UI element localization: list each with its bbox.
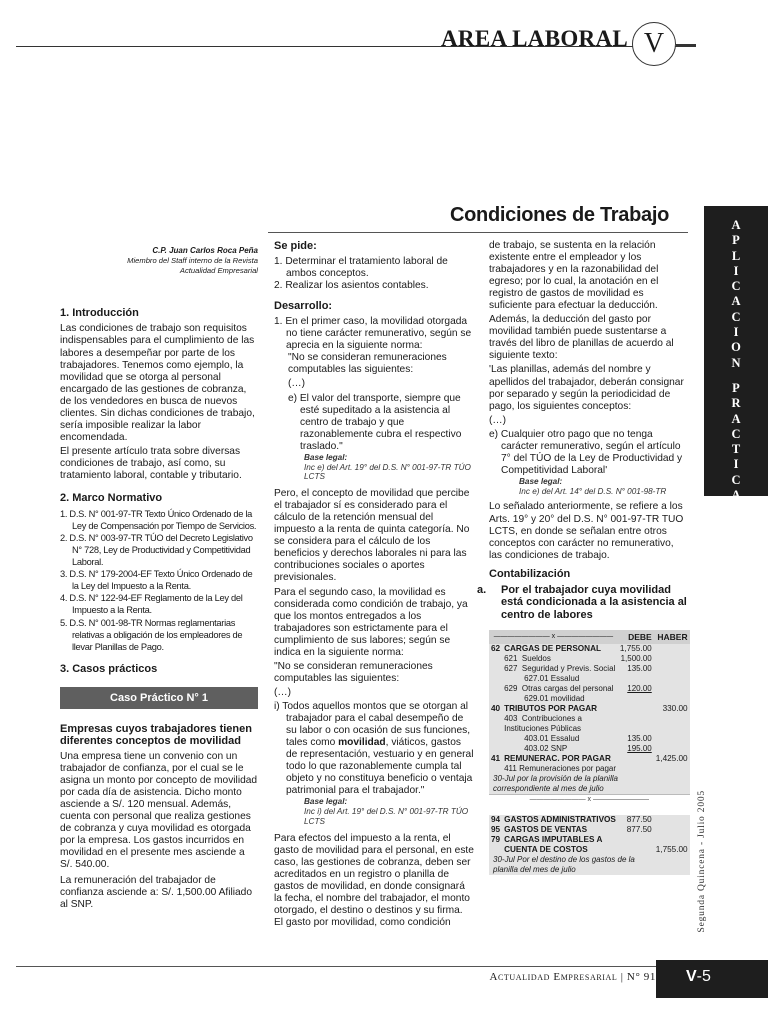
desarrollo-list [274,316,474,352]
marco-list [60,508,258,653]
account-code: 95 [491,825,501,834]
account-code: 79 [489,835,502,855]
table-row [489,764,690,774]
intro-paragraph: Las condiciones de trabajo son requisitos indispensables para el cumplimiento de las labores a desempeñar por parte de los trabajadores. Tenemos como ejemplo, la movilidad que se otorga al personal encargado de las gestiones de cobranza, de los vendedores en busca de nuevos clientes. Sin dichas condiciones de trabajo, sería imposible realizar la labor encomendada. [60,323,255,443]
sidebar-letter: C [731,426,741,441]
quote-item-part: i) Todos aquellos montos que se otorgan al trabajador para el cabal desempeño de su labor o con ocasión de sus funciones, tales como [274,700,471,749]
account-name: 403.01 Essalud [502,734,618,744]
account-name: Sueldos [521,654,551,663]
sidebar-letter: I [733,263,739,278]
contabilizacion-heading: Contabilización [489,567,571,580]
issue-number: N° 91 [626,971,656,983]
table-header [489,630,690,644]
sidebar-letter: A [731,411,741,426]
table-separator-row [489,795,690,806]
legal-text: Inc e) del Art. 19° del D.S. N° 001-97-TR TÚO LCTS [304,462,471,482]
sidebar-letter: P [732,380,740,395]
table-row [489,825,690,835]
page-title: Condiciones de Trabajo [450,204,669,226]
sidebar-letter: A [731,218,741,232]
list-item: 3. D.S. N° 179-2004-EF Texto Único Ordenado de la Ley del Impuesto a la Renta. [60,569,253,592]
column-1 [60,246,258,913]
column-2 [274,240,474,931]
header-ornament [676,44,696,46]
account-name: Seguridad y Previs. Social [521,664,616,673]
debe-value: 1,755.00 [619,644,652,653]
table-row [489,664,690,674]
entry-gloss: 30-Jul Por el destino de los gastos de la planilla del mes de julio [489,855,690,875]
quote-text: 'Las planillas, además del nombre y apellidos del trabajador, deberán consignar por separado y según la periodicidad de pago, los siguientes conceptos: [489,364,684,412]
footer-publication: Actualidad Empresarial | N° 91 [489,971,656,983]
list-item: 1. D.S. N° 001-97-TR Texto Único Ordenado de la Ley de Compensación por Tiempo de Servicios. [60,509,257,532]
legal-reference [274,797,474,826]
list-item: 2. D.S. N° 003-97-TR TÚO del Decreto Legislativo N° 728, Ley de Productividad y Competitividad Laboral. [60,533,253,568]
page-prefix: V [686,968,697,985]
subaccount [502,684,618,694]
debe-value: 877.50 [618,825,654,835]
table-separator: ———————— x ———————— [489,630,618,644]
quote-block [274,352,474,452]
title-rule [268,232,688,233]
paragraph: Pero, el concepto de movilidad que percibe el trabajador sí es considerado para el cálculo de la retención mensual del impuesto a la renta de quinta categoría. No se considera para el cálculo de los beneficios y derechos laborales ni para las contribuciones sociales o aportes previsionales. [274,488,470,584]
entry-letter: a. [477,583,487,596]
section-numeral: V [632,22,676,66]
quote-items [489,429,688,477]
case-paragraph: Una empresa tiene un convenio con un trabajador de confianza, por el cual se le asigna un monto por concepto de movilidad por cada día de asistencia. Dicho monto asciende a S/. 120 mensual. Además, cuenta con personal que realiza gestiones de cobranza y cuya movilidad es otorgada por la empresa. Los gastos incurridos en movilidad en el presente mes asciende a S/. 540.00. [60,750,258,871]
partial-amount: 195.00 [618,744,654,754]
account-name: CARGAS DE PERSONAL [502,644,618,654]
debe-header: DEBE [618,630,654,644]
issue-date-vertical: Segunda Quincena - Julio 2005 [697,790,707,933]
partial-amount: 135.00 [618,664,654,674]
table-row [489,684,690,694]
quote-item-emphasis: movilidad [338,737,386,749]
legal-text: Inc e) del Art. 14° del D.S. N° 001-98-TR [519,486,667,496]
account-code: 41 [491,754,501,763]
se-pide-heading: Se pide: [274,240,317,252]
account-name: GASTOS ADMINISTRATIVOS [504,815,616,824]
account-name: GASTOS DE VENTAS [502,825,618,835]
case-subheading: Empresas cuyos trabajadores tienen diferentes conceptos de movilidad [60,722,252,747]
table-row [489,734,690,744]
partial-amount: 135.00 [618,734,654,744]
account-name: Otras cargas del personal [521,684,614,693]
column-3 [477,240,688,628]
haber-value: 330.00 [654,704,690,714]
author-block [60,246,258,275]
marco-heading: 2. Marco Normativo [60,492,163,505]
ellipsis: (…) [489,414,506,426]
table-note [489,774,690,795]
list-item: 1. En el primer caso, la movilidad otorgada no tiene carácter remunerativo, según se aprecia en la siguiente norma: [274,316,472,352]
table-row [489,654,690,664]
list-item: 1. Determinar el tratamiento laboral de ambos conceptos. [274,256,448,280]
journal-entry-table [489,630,690,875]
sidebar-letter: L [731,248,741,263]
account-code: 403 [504,714,518,723]
se-pide-list [274,256,474,292]
sidebar-letter: A [731,294,741,309]
footer-rule [16,966,656,967]
sidebar-letter [704,371,768,381]
quote-items [288,393,474,453]
account-code: 94 [491,815,501,824]
desarrollo-heading: Desarrollo: [274,300,333,313]
publication-name: Actualidad Empresarial [489,971,618,983]
table-row [489,674,690,684]
quote-item: e) El valor del transporte, siempre que esté supeditado a la asistencia al centro de trabajo y que razonablemente cubra el respectivo traslado." [288,392,462,452]
legal-text: Inc i) del Art. 19° del D.S. N° 001-97-TR TÚO LCTS [304,807,469,826]
legal-reference [274,453,474,482]
table-row [489,754,690,764]
table-row [489,644,690,654]
sidebar-letter: I [733,457,739,472]
account-code: 629 [504,684,518,693]
account-name: 403.02 SNP [502,744,618,754]
ellipsis: (…) [274,686,291,698]
list-item: 4. D.S. N° 122-94-EF Reglamento de la Ley del Impuesto a la Renta. [60,593,243,616]
account-name: 629.01 movilidad [502,694,618,704]
table-row [489,815,690,825]
partial-amount: 120.00 [618,684,654,694]
sidebar-letter: C [731,309,741,324]
sidebar-letter: A [731,488,741,503]
intro-heading: 1. Introducción [60,307,139,320]
legal-label: Base legal: [304,797,348,807]
account-code: 40 [491,704,501,713]
account-code: 621 [504,654,518,663]
list-item: 5. D.S. N° 001-98-TR Normas reglamentarias relativas a obligación de los empleadores de llevar Planillas de Pago. [60,617,243,652]
legal-label: Base legal: [304,452,348,462]
paragraph: Además, la deducción del gasto por movilidad también puede sustentarse a través del libro de planillas de acuerdo al siguiente texto: [489,314,674,362]
debe-value: 877.50 [618,815,654,825]
table-note [489,855,690,875]
subaccount [502,714,618,734]
table-row [489,714,690,734]
haber-value: 1,755.00 [654,835,690,855]
paragraph: Para efectos del impuesto a la renta, el gasto de movilidad para el personal, en este caso, las gestiones de cobranza, deben ser acreditados en un registro o planilla de gastos de movilidad, en donde consignará la fecha, el nombre del trabajador, el monto otorgado, el destino o destinos y su firma. El gasto por movilidad, como condición [274,832,474,929]
sidebar-letter: P [732,233,740,248]
casos-heading: 3. Casos prácticos [60,662,158,675]
sidebar-letter: I [733,325,739,340]
page-number [656,960,768,998]
haber-value: 1,425.00 [655,754,688,763]
entry-subheading [477,583,688,622]
intro-paragraph: El presente artículo trata sobre diversas condiciones de trabajo, así como, su tratamiento laboral, contable y tributario. [60,445,242,481]
table-separator: ———————— x ———————— [489,795,690,806]
sidebar-label [704,218,768,503]
account-name: CARGAS IMPUTABLES A CUENTA DE COSTOS [502,835,618,855]
sidebar-letter: C [731,472,741,487]
quote-item-part: , viáticos, gastos de representación, vestuario y en general todo lo que razonablemente cumpla tal objeto y no constituya beneficio o ventaja patrimonial para el trabajador." [286,737,474,797]
sidebar-letter: C [731,279,741,294]
table-row [489,744,690,754]
sidebar-letter: N [731,355,741,370]
sidebar-letter: R [731,396,741,411]
sidebar-letter: T [731,442,741,457]
subaccount [502,654,618,664]
table-row [489,704,690,714]
table-row [489,835,690,855]
sidebar-letter: O [731,340,741,355]
paragraph: Lo señalado anteriormente, se refiere a los Arts. 19° y 20° del D.S. N° 001-97-TR TUO LCTS, en donde se señalan entre otros conceptos con carácter no remunerativo, las condiciones de trabajo. [489,501,684,561]
quote-item [274,701,474,797]
paragraph: de trabajo, se sustenta en la relación existente entre el empleador y los trabajadores y en la razonabilidad del egreso; por lo cual, la anotación en el registro de gastos de movilidad es suficiente para efectuar la deducción. [489,240,659,312]
quote-text: "No se consideran remuneraciones computables las siguientes: [288,352,447,376]
quote-items [274,701,474,797]
author-role: Miembro del Staff interno de la Revista Actualidad Empresarial [127,255,258,275]
case-box: Caso Práctico N° 1 [60,687,258,709]
account-code: 62 [491,644,501,653]
account-name: TRIBUTOS POR PAGAR [502,704,618,714]
page-num: -5 [696,968,711,985]
account-name: REMUNERAC. POR PAGAR [502,754,618,764]
paragraph: Para el segundo caso, la movilidad es considerada como condición de trabajo, ya que los montos entregados a los trabajadores son estrictamente para el cumplimiento de sus labores; según se indica en la siguiente norma: [274,586,468,658]
account-name: Contribuciones a Instituciones Públicas [504,714,582,733]
entry-title: Por el trabajador cuya movilidad está condicionada a la asistencia al centro de labores [501,583,687,621]
sidebar-tab [704,206,768,503]
haber-header: HABER [654,630,690,644]
quote-item: e) Cualquier otro pago que no tenga carácter remunerativo, según el artículo 7° del TÚO de la Ley de Productividad y Competitividad Laboral' [489,428,683,476]
legal-reference [489,477,688,497]
case-paragraph: La remuneración del trabajador de confianza asciende a: S/. 1,500.00 Afiliado al SNP. [60,875,252,911]
entry-gloss: 30-Jul por la provisión de la planilla correspondiente al mes de julio [489,774,690,795]
table-row [489,694,690,704]
ellipsis: (…) [288,378,305,390]
author-name: C.P. Juan Carlos Roca Peña [152,246,258,255]
partial-amount: 1,500.00 [618,654,654,664]
section-title: AREA LABORAL [441,26,628,51]
list-item: 2. Realizar los asientos contables. [274,280,429,292]
account-name: 627.01 Essalud [502,674,618,684]
account-name: 411 Remuneraciones por pagar [502,764,690,774]
account-code: 627 [504,664,518,673]
quote-text: "No se consideran remuneraciones computables las siguientes: [274,660,433,684]
subaccount [502,664,618,674]
legal-label: Base legal: [519,476,563,486]
